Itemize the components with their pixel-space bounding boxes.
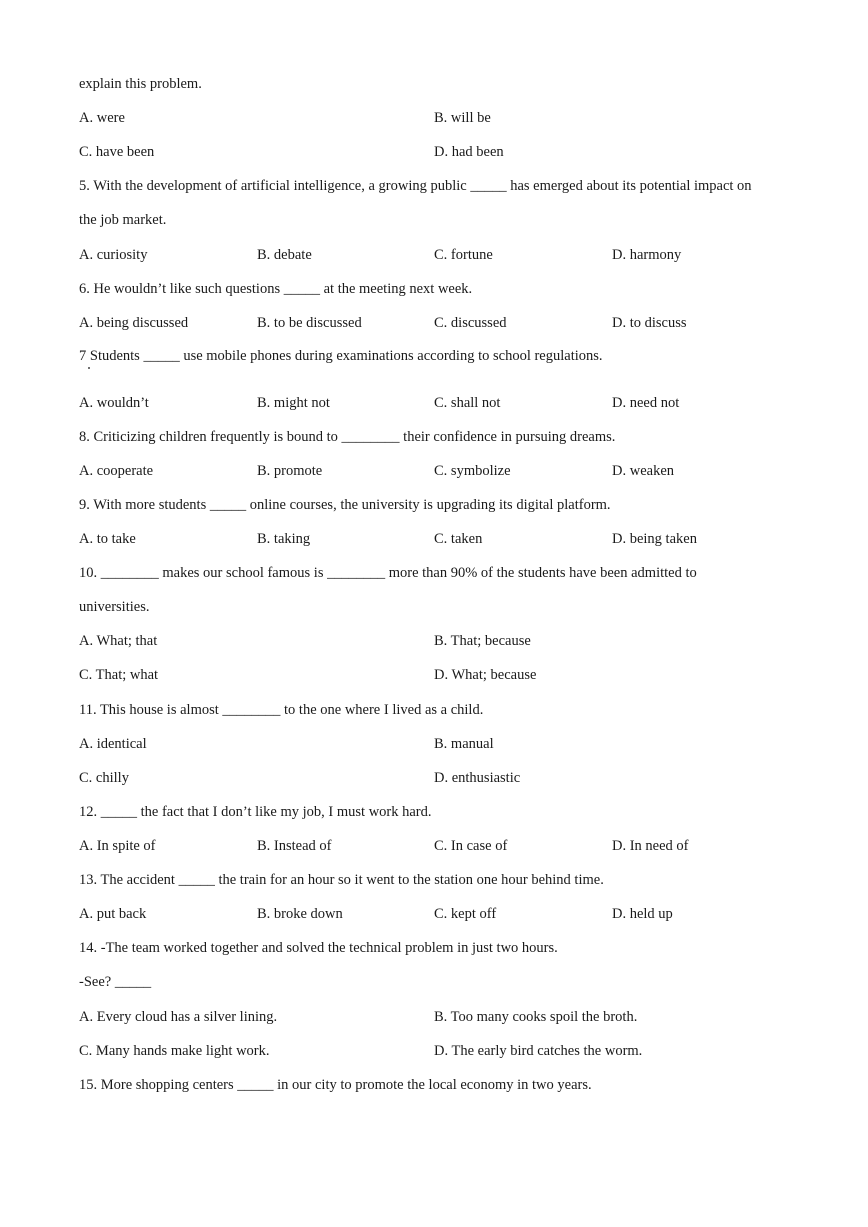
q11-option-a: A. identical <box>79 736 147 752</box>
q4-option-d: D. had been <box>434 144 504 160</box>
q12-option-b: B. Instead of <box>257 838 332 854</box>
q12-option-d: D. In need of <box>612 838 689 854</box>
q6-option-a: A. being discussed <box>79 315 189 331</box>
q4-option-b: B. will be <box>434 110 491 126</box>
q6-option-c: C. discussed <box>434 315 507 331</box>
q10-option-d: D. What; because <box>434 667 537 683</box>
q4-option-c: C. have been <box>79 144 155 160</box>
q9-option-d: D. being taken <box>612 531 697 547</box>
q14-stem-line2: -See? _____ <box>79 974 152 990</box>
q4-option-a: A. were <box>79 110 125 126</box>
q5-option-c: C. fortune <box>434 247 493 263</box>
q14-stem-line1: 14. -The team worked together and solved the technical problem in just two hours. <box>79 940 558 956</box>
q10-option-a: A. What; that <box>79 633 158 649</box>
q10-stem-line1: 10. ________ makes our school famous is ________ more than 90% of the students have been admitted to <box>79 565 697 581</box>
q8-option-a: A. cooperate <box>79 463 154 479</box>
q5-option-b: B. debate <box>257 247 312 263</box>
q13-option-c: C. kept off <box>434 906 497 922</box>
q14-option-b: B. Too many cooks spoil the broth. <box>434 1009 638 1025</box>
q9-option-b: B. taking <box>257 531 311 547</box>
q8-option-b: B. promote <box>257 463 323 479</box>
q13-option-d: D. held up <box>612 906 673 922</box>
q14-option-d: D. The early bird catches the worm. <box>434 1043 643 1059</box>
q13-option-a: A. put back <box>79 906 147 922</box>
q8-option-d: D. weaken <box>612 463 675 479</box>
q14-option-c: C. Many hands make light work. <box>79 1043 270 1059</box>
q8-option-c: C. symbolize <box>434 463 511 479</box>
q7-option-c: C. shall not <box>434 395 501 411</box>
q8-stem: 8. Criticizing children frequently is bound to ________ their confidence in pursuing dreams. <box>79 429 616 445</box>
q7-option-a: A. wouldn’t <box>79 395 149 411</box>
q11-stem: 11. This house is almost ________ to the one where I lived as a child. <box>79 702 484 718</box>
q9-option-a: A. to take <box>79 531 136 547</box>
q9-option-c: C. taken <box>434 531 483 547</box>
q10-stem-line2: universities. <box>79 599 150 615</box>
q5-option-d: D. harmony <box>612 247 682 263</box>
q12-stem: 12. _____ the fact that I don’t like my job, I must work hard. <box>79 804 432 820</box>
q11-option-c: C. chilly <box>79 770 129 786</box>
q5-option-a: A. curiosity <box>79 247 148 263</box>
q12-option-c: C. In case of <box>434 838 508 854</box>
q7-option-b: B. might not <box>257 395 330 411</box>
q10-option-c: C. That; what <box>79 667 159 683</box>
q5-stem-line1: 5. With the development of artificial intelligence, a growing public _____ has emerged about its potential impact on <box>79 178 752 194</box>
q4-continuation: explain this problem. <box>79 76 202 92</box>
stray-mark <box>88 367 90 369</box>
q7-stem: 7 Students _____ use mobile phones during examinations according to school regulations. <box>79 348 603 364</box>
q15-stem: 15. More shopping centers _____ in our city to promote the local economy in two years. <box>79 1077 592 1093</box>
q13-stem: 13. The accident _____ the train for an hour so it went to the station one hour behind time. <box>79 872 604 888</box>
q7-option-d: D. need not <box>612 395 680 411</box>
q6-stem: 6. He wouldn’t like such questions _____ at the meeting next week. <box>79 281 473 297</box>
q5-stem-line2: the job market. <box>79 212 167 228</box>
q12-option-a: A. In spite of <box>79 838 156 854</box>
q6-option-d: D. to discuss <box>612 315 687 331</box>
q11-option-d: D. enthusiastic <box>434 770 521 786</box>
q14-option-a: A. Every cloud has a silver lining. <box>79 1009 278 1025</box>
q6-option-b: B. to be discussed <box>257 315 362 331</box>
q10-option-b: B. That; because <box>434 633 531 649</box>
q9-stem: 9. With more students _____ online courses, the university is upgrading its digital platform. <box>79 497 611 513</box>
q11-option-b: B. manual <box>434 736 494 752</box>
q13-option-b: B. broke down <box>257 906 343 922</box>
